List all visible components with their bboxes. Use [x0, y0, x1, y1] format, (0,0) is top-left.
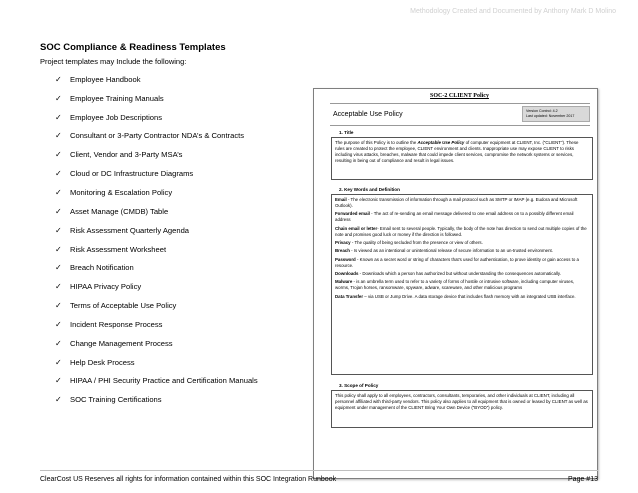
checklist-item-label: Consultant or 3-Party Contractor NDA’s & Contracts	[70, 131, 245, 141]
definition-term: Breach	[335, 248, 350, 254]
policy-title-band	[330, 103, 590, 126]
definition-term: Password	[335, 256, 356, 262]
checkmark-icon: ✓	[55, 112, 62, 122]
checkmark-icon: ✓	[55, 187, 62, 197]
checklist-item	[55, 334, 258, 353]
section-3-body: This policy shall apply to all employees, contractors, consultants, temporaries, and other individuals at CLIENT, including all personnel affiliated with third-party vendors. This policy also applies to all equipment that is owned or leased by CLIENT as well as equipment under management of the CLIENT Bring Your Own Device (“BYOD”) policy.	[335, 393, 588, 411]
updated-text: Last updated: November 2017	[526, 114, 575, 118]
checklist-item-label: HIPAA Privacy Policy	[70, 282, 142, 292]
checklist-item-label: Terms of Acceptable Use Policy	[70, 301, 177, 311]
checklist-item-label: Monitoring & Escalation Policy	[70, 187, 173, 197]
intro-text: Project templates may Include the following:	[40, 57, 187, 66]
footer-rights-text: ClearCost US Reserves all rights for information contained within this SOC Integration Runbook	[40, 476, 337, 483]
checklist-item-label: Asset Manage (CMDB) Table	[70, 206, 169, 216]
section-1-emphasis: Acceptable Use Policy	[417, 140, 465, 145]
definition-text: - Downloads which a person has authorized but without understanding the consequences automatically.	[358, 271, 561, 277]
checkmark-icon: ✓	[55, 357, 62, 367]
checklist-item	[55, 353, 258, 372]
checkmark-icon: ✓	[55, 169, 62, 179]
checklist-item	[55, 296, 258, 315]
checklist-item-label: Employee Job Descriptions	[70, 112, 163, 122]
checklist-item-label: Risk Assessment Worksheet	[70, 244, 167, 254]
definition-entry	[335, 240, 589, 246]
section-2-heading: 2. Key Words and Definition	[339, 187, 400, 192]
definition-text: – via USB or Jump Drive. A data storage device that includes flash memory with an integrated USB interface.	[363, 293, 576, 299]
checklist-item	[55, 315, 258, 334]
footer-divider	[40, 470, 598, 471]
definition-text: - Is viewed as an intentional or unintentional release of secure information to an un-trusted environment.	[349, 248, 553, 254]
checklist-item	[55, 164, 258, 183]
checkmark-icon: ✓	[55, 206, 62, 216]
checkmark-icon: ✓	[55, 74, 62, 84]
definition-entry	[335, 211, 589, 223]
checklist-item	[55, 221, 258, 240]
section-3-box	[331, 390, 593, 428]
section-2-box	[331, 194, 593, 375]
definition-text: - The quality of being secluded from the presence or view of others.	[350, 240, 483, 246]
checkmark-icon: ✓	[55, 376, 62, 386]
checklist-item-label: HIPAA / PHI Security Practice and Certification Manuals	[70, 376, 258, 386]
checklist-item-label: Incident Response Process	[70, 319, 163, 329]
definition-entry	[335, 279, 589, 291]
page-header-text: Methodology Created and Documented by Anthony Mark D Molino	[410, 8, 616, 15]
version-text: Version Control: 4.2	[526, 109, 558, 113]
version-control-box	[522, 106, 590, 122]
checkmark-icon: ✓	[55, 93, 62, 103]
checklist-item	[55, 183, 258, 202]
definition-term: Privacy	[335, 240, 351, 246]
checkmark-icon: ✓	[55, 225, 62, 235]
definition-term: Downloads	[335, 271, 359, 277]
checkmark-icon: ✓	[55, 263, 62, 273]
checklist-item	[55, 240, 258, 259]
checklist-item-label: Employee Handbook	[70, 74, 141, 84]
definition-text: - is an umbrella term used to refer to a variety of forms of hostile or intrusive software, including computer viruses, worms, Trojan horses, ransomware, spyware, adware, scareware, and other malicious programs	[335, 279, 575, 291]
checklist-item	[55, 89, 258, 108]
checkmark-icon: ✓	[55, 282, 62, 292]
checklist-item	[55, 145, 258, 164]
checklist-item-label: Employee Training Manuals	[70, 93, 164, 103]
section-1-heading: 1. Title	[339, 130, 354, 135]
definition-text: - Known as a secret word or string of characters that’s used for authentication, to prove identity or gain access to a resource.	[335, 256, 579, 268]
definition-entry	[335, 226, 589, 238]
page-title: SOC Compliance & Readiness Templates	[40, 42, 226, 53]
definition-entry	[335, 294, 589, 300]
definition-term: Chain email or letter	[335, 225, 378, 231]
definition-entry	[335, 271, 589, 277]
checklist-item-label: Help Desk Process	[70, 357, 135, 367]
definition-text: - Email sent to several people. Typically, the body of the note has direction to send out multiple copies of the note and promises good luck or money if the direction is followed.	[335, 225, 587, 237]
checklist-item-label: Cloud or DC Infrastructure Diagrams	[70, 169, 194, 179]
section-3-heading: 3. Scope of Policy	[339, 383, 379, 388]
definition-term: Forwarded email	[335, 211, 370, 217]
definition-entry	[335, 197, 589, 209]
page-number: Page #13	[568, 476, 598, 483]
section-1-body: The purpose of this Policy is to outline the Acceptable Use Policy of computer equipment at CLIENT, Inc. (“CLIENT”). These rules are created to protect the employee, CLIENT environment and clients. Inappropriate use may expose CLIENT to risks including virus attacks, breaches, malware that could impede client services, compromise the network systems or services, resulting in being out of compliance and result in legal issues.	[335, 140, 579, 164]
checklist-item-label: Change Management Process	[70, 338, 173, 348]
checklist-item	[55, 277, 258, 296]
definition-text: - The act of re-sending an email message delivered to one email address on to a possibly different email address	[335, 211, 574, 223]
checkmark-icon: ✓	[55, 131, 62, 141]
checklist-item	[55, 70, 258, 89]
definition-term: Malware	[335, 279, 353, 285]
definition-text: - The electronic transmission of information through a mail protocol such as SMTP or IMAP (e.g. Eudora and Microsoft Outlook).	[335, 197, 578, 209]
checklist-item	[55, 390, 258, 409]
template-checklist	[55, 70, 258, 409]
checklist-item	[55, 372, 258, 391]
checkmark-icon: ✓	[55, 338, 62, 348]
checklist-item	[55, 258, 258, 277]
definition-term: Data Transfer	[335, 293, 364, 299]
checklist-item	[55, 202, 258, 221]
checkmark-icon: ✓	[55, 150, 62, 160]
checklist-item-label: Breach Notification	[70, 263, 134, 273]
section-1-box	[331, 137, 593, 180]
checklist-item-label: Risk Assessment Quarterly Agenda	[70, 225, 190, 235]
checklist-item	[55, 127, 258, 146]
policy-preview	[313, 88, 598, 479]
policy-header: SOC-2 CLIENT Policy	[430, 93, 489, 99]
checklist-item	[55, 108, 258, 127]
policy-name: Acceptable Use Policy	[333, 111, 403, 118]
checkmark-icon: ✓	[55, 319, 62, 329]
definition-term: Email	[335, 197, 347, 202]
checklist-item-label: SOC Training Certifications	[70, 395, 162, 405]
definition-entry	[335, 257, 589, 269]
checkmark-icon: ✓	[55, 395, 62, 405]
definition-entry	[335, 248, 589, 254]
checkmark-icon: ✓	[55, 301, 62, 311]
checklist-item-label: Client, Vendor and 3-Party MSA’s	[70, 150, 183, 160]
checkmark-icon: ✓	[55, 244, 62, 254]
